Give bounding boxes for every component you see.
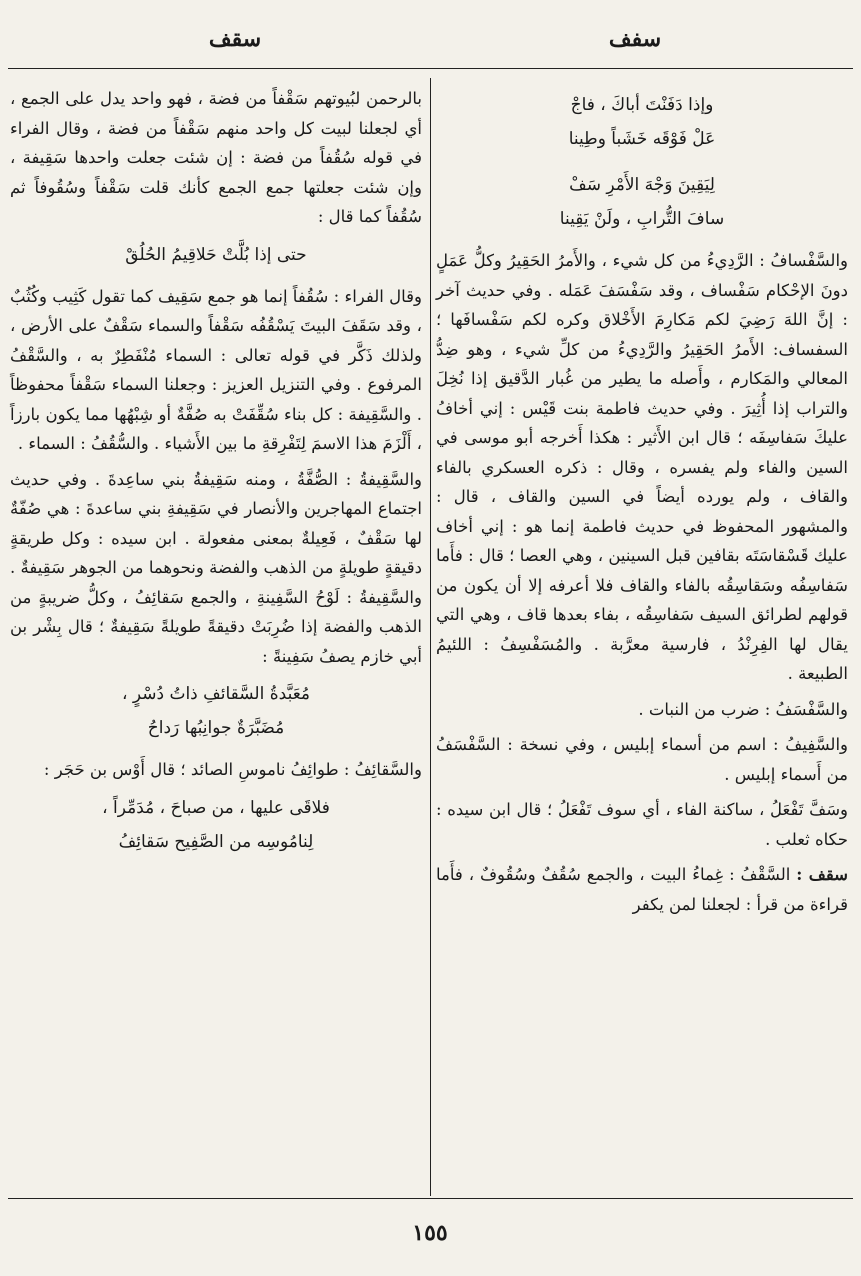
paragraph: والسَّقائِفُ : طوائِفُ ناموسِ الصائد ؛ قال أَوْس بن حَجَر :	[43, 760, 422, 779]
verse-line: لِنامُوسِه من الصَّفِيح سَقائِفُ	[118, 831, 314, 852]
paragraph: والسَّفِيفُ : اسم من أسماء إبليس ، وفي نسخة : السَّفْسَفُ من أَسماء إبليس .	[436, 735, 848, 784]
verse-block	[10, 677, 422, 745]
bottom-rule	[8, 1198, 853, 1199]
paragraph: وقال الفراء : سُقُفاً إنما هو جمع سَقِيف كما تقول كَثِيب وكُثُبٌ ، وقد سَقَفَ البيتَ يَسْقُفُه سَقْفاً والسماء سَقْفٌ على الأرض ، ولذلك ذَكَّر في قوله تعالى : السماء مُنْفَطِرٌ به ، والسَّقْفُ المرفوع . وفي التنزيل العزيز : وجعلنا السماء سَقْفاً محفوظاً . والسَّقِيفة : كل بناء سُقِّفَتْ به صُفَّةٌ أو شِبْهُها مما يكون بارزاً ، أَلْزَمَ هذا الاسمَ لِتَفْرِقةِ ما بين الأَشياء . والسُّقُفُ : السماء .	[10, 286, 422, 453]
paragraph: والسَّفْسَفُ : ضرب من النبات .	[638, 699, 848, 719]
verse-line: لِيَقِينَ وَجْهَ الأَمْرِ سَفْ	[569, 175, 715, 195]
verse-line: عَلْ فَوْقَه خَشَباً وطِينا	[568, 129, 716, 149]
verse-block	[436, 88, 848, 236]
verse-line: سافَ التُّرابِ ، ولَنْ يَقِينا	[559, 209, 725, 229]
column-divider	[430, 78, 431, 1196]
top-rule	[8, 68, 853, 69]
verse-line: حتى إذا بُلَّتْ حَلاقِيمُ الحُلُقْ	[125, 244, 307, 265]
paragraph: والسَّقِيفةُ : الصُّفَّةُ ، ومنه سَقِيفةُ بني ساعِدةَ . وفي حديث اجتماع المهاجرين والأنصار في سَقِيفةِ بني ساعدةَ : هي صُفّةٌ لها سَقْفٌ ، فَعِيلةٌ بمعنى مفعولة . ابن سيده : وكل طريقةٍ دقيقةٍ طويلةٍ من الذهب والفضة ونحوهما من الجوهر سَقِيفةٌ . والسَّقِيفةُ : لَوْحُ السَّفِينةِ ، والجمع سَقائِفُ ، وكلُّ ضريبةٍ من الذهب والفضة إذا ضُرِبَتْ دقيقةً طويلةً سَقِيفةٌ ؛ قال بِشْر بن أبي خازم يصفُ سَفِينةً :	[10, 469, 422, 666]
verse-line: فلاقَى عليها ، من صباحَ ، مُدَمِّراً ،	[102, 797, 330, 818]
entry-headword: سقف :	[796, 865, 848, 884]
verse-line: وإذا دَفَنْتَ أباكَ ، فاجْ	[570, 95, 714, 115]
left-column	[10, 84, 422, 869]
verse-line: مُضَبَّرَةٌ جوانِبُها رَداحُ	[147, 718, 285, 738]
entry-paragraph	[436, 860, 848, 919]
header-left-word: سقف	[208, 26, 262, 52]
paragraph: بالرحمن لبُيوتهم سَقْفاً من فضة ، فهو واحد يدل على الجمع ، أي لجعلنا لبيت كل واحد منهم سَقْفاً من فضة ، وقال الفراء في قوله سُقُفاً من فضة : إن شئت جعلت واحدها سَقِيفة ، وإن شئت جعلتها جمع الجمع كأنك قلت سَقْفاً وسُقُوفاً ثم سُقُفاً كما قال :	[10, 89, 422, 226]
entry-text: السَّقْفُ : غِماءُ البيت ، والجمع سُقُفٌ وسُقُوفٌ ، فأَما قراءة من قرأ : لجعلنا لمن يكفر	[436, 865, 848, 914]
page-number: ١٥٥	[412, 1220, 448, 1246]
verse-line: مُعَبَّدةُ السَّقائفِ ذاتُ دُسْرٍ ،	[121, 684, 311, 704]
verse-block	[10, 791, 422, 859]
paragraph: وسَفَّ تَفْعَلُ ، ساكنة الفاء ، أي سوف تَفْعَلُ ؛ قال ابن سيده : حكاه ثعلب .	[436, 800, 848, 849]
right-column	[436, 84, 848, 925]
paragraph: والسَّفْسافُ : الرَّدِيءُ من كل شيء ، والأَمرُ الحَقِيرُ وكلُّ عَمَلٍ دونَ الإحْكام سَفْساف ، وقد سَفْسَفَ عَمَله . وفي حديث آخر : إنَّ اللهَ رَضِيَ لكم مَكارِمَ الأَخْلاق وكره لكم سَفْسافَها ؛ السفساف: الأَمرُ الحَقِيرُ والرَّدِيءُ من كلِّ شيء ، وهو ضِدُّ المعالي والمَكارم ، وأَصله ما يطير من غُبار الدَّقيق إذا نُخِلَ والتراب إذا أُثِيرَ . وفي حديث فاطمة بنت قَيْس : إني أخافُ عليكَ سَفاسِفَه ؛ قال ابن الأَثير : هكذا أَخرجه أبو موسى في السين والفاء ولم يفسره ، وقال : ذكره العسكري بالفاء والقاف ، ولم يورده أيضاً في السين والقاف ، قال : والمشهور المحفوظ في حديث فاطمة إنما هو : إني أخاف عليك قَسْقاسَتَه بقافين قبل السينين ، وهي العصا ؛ قال : فأَما سَفاسِفُه وسَقاسِقُه بالفاء والقاف فلا أعرفه إلا أن يكون من قولهم لطرائق السيف سَفاسِقُه ، بفاء بعدها قاف ، وهي التي يقال لها الفِرِنْدُ ، فارسية معرَّبة . والمُسَفْسِفُ : اللئيمُ الطبيعة .	[436, 251, 848, 683]
header-right-word: سفف	[608, 26, 662, 52]
